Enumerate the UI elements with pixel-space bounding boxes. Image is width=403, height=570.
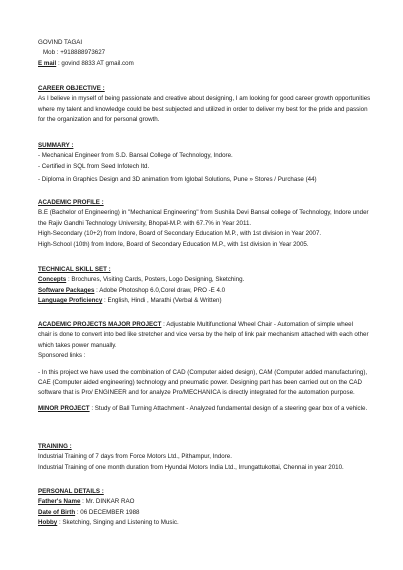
academic-projects-section — [38, 320, 378, 414]
project-detail-line: CAE (Computer aided engineering) technology and pneumatic power. Designing part has been carried out on the CAD — [38, 379, 363, 387]
project-detail-line: - In this project we have used the combination of CAD (Computer aided design), CAM (Computer added manufacturing), — [38, 368, 368, 376]
concepts-value: : Brochures, Visiting Cards, Posters, Logo Designing, Sketching. — [67, 276, 245, 284]
email-value: : govind 8833 AT gmail.com — [57, 59, 134, 67]
academic-line: High-School (10th) from Indore, Board of Secondary Education M.P., with 1st division in Year 2005. — [38, 240, 309, 248]
hobby-value: : Sketching, Singing and Listening to Music. — [58, 519, 179, 527]
sponsored-links: Sponsored links : — [38, 352, 86, 360]
major-project-value: : Adjustable Multifunctional Wheel Chair - Automation of simple wheel — [163, 321, 354, 328]
father-name-line — [38, 497, 378, 507]
email-line — [38, 59, 378, 69]
training-section — [38, 442, 378, 473]
language-label: Language Proficiency — [38, 297, 103, 305]
skill-language — [38, 296, 378, 306]
training-heading: TRAINING : — [38, 443, 72, 450]
hobby-line — [38, 518, 378, 528]
summary-heading: SUMMARY : — [38, 142, 74, 149]
academic-profile-heading: ACADEMIC PROFILE : — [38, 199, 104, 206]
candidate-name: GOVIND TAGAI — [38, 39, 83, 46]
dob-value: : 06 DECEMBER 1988 — [76, 508, 140, 516]
personal-details-section — [38, 487, 378, 529]
academic-line: the Rajiv Gandhi Technology University, Bhopal-M.P. with 67.7% in Year 2011. — [38, 219, 252, 227]
technical-skills-section — [38, 265, 378, 307]
minor-project-value: : Study of Ball Turning Attachment - Analyzed fundamental design of a steering gear box of a vehicle. — [91, 404, 368, 412]
career-line: As I believe in myself of being passionate and creative about designing, I am looking for good career growth opportunities — [38, 95, 371, 103]
hobby-label: Hobby — [38, 519, 58, 527]
project-line: which takes power manually. — [38, 341, 117, 349]
minor-project-line — [38, 404, 378, 414]
language-value: : English, Hindi , Marathi (Verbal & Written) — [104, 297, 222, 305]
academic-projects-heading: ACADEMIC PROJECTS MAJOR PROJECT — [38, 321, 162, 328]
career-objective-heading: CAREER OBJECTIVE : — [38, 85, 105, 92]
project-line: chair is done to convert into bed like stretcher and vice versa by the help of link pair mechanism attached with each other — [38, 331, 369, 339]
father-name-label: Father's Name — [38, 498, 81, 506]
software-label: Software Packages — [38, 286, 95, 294]
contact-block — [38, 38, 378, 69]
summary-line: - Mechanical Engineer from S.D. Bansal College of Technology, Indore. — [38, 152, 233, 160]
skill-software — [38, 286, 378, 296]
career-line: for the organization and for personal growth. — [38, 116, 160, 124]
email-label: E mail — [38, 59, 57, 67]
dob-label: Date of Birth — [38, 508, 76, 516]
mobile-number: Mob : +918888973627 — [43, 49, 106, 57]
training-line: Industrial Training of one month duration from Hyundai Motors India Ltd., Irrungattukottai, Chennai in year 2010. — [38, 463, 344, 471]
father-name-value: : Mr. DINKAR RAO — [82, 498, 135, 506]
project-detail-line: software that is Pro/ ENGINEER and for analyze Pro/MECHANICA is directly integrated for the automation purpose. — [38, 389, 355, 397]
concepts-label: Concepts — [38, 276, 67, 284]
summary-line: - Diploma in Graphics Design and 3D animation from Iglobal Solutions, Pune » Stores / Purchase (44) — [38, 176, 317, 184]
technical-skills-heading: TECHNICAL SKILL SET : — [38, 266, 111, 273]
dob-line — [38, 508, 378, 518]
personal-details-heading: PERSONAL DETAILS : — [38, 488, 104, 495]
summary-section — [38, 141, 378, 186]
academic-profile-section — [38, 198, 378, 250]
career-line: where my talent and knowledge could be best subjected and utilized in order to deliver my best for the pride and passion — [38, 105, 368, 113]
major-project-line — [38, 320, 378, 330]
software-value: : Adobe Photoshop 6.0,Corel draw, PRO -E 4.0 — [96, 286, 226, 294]
academic-line: B.E (Bachelor of Engineering) in "Mechanical Engineering" from Sushila Devi Bansal college of Technology, Indore under — [38, 209, 369, 217]
minor-project-label: MINOR PROJECT — [38, 404, 90, 412]
skill-concepts — [38, 275, 378, 285]
academic-line: High-Secondary (10+2) from Indore, Board of Secondary Education M.P., with 1st division in Year 2007. — [38, 230, 322, 238]
career-objective-section — [38, 84, 378, 126]
summary-line: - Certified in SQL from Seed Infotech ltd. — [38, 162, 150, 170]
training-line: Industrial Training of 7 days from Force Motors Ltd., Pithampur, Indore. — [38, 453, 232, 461]
